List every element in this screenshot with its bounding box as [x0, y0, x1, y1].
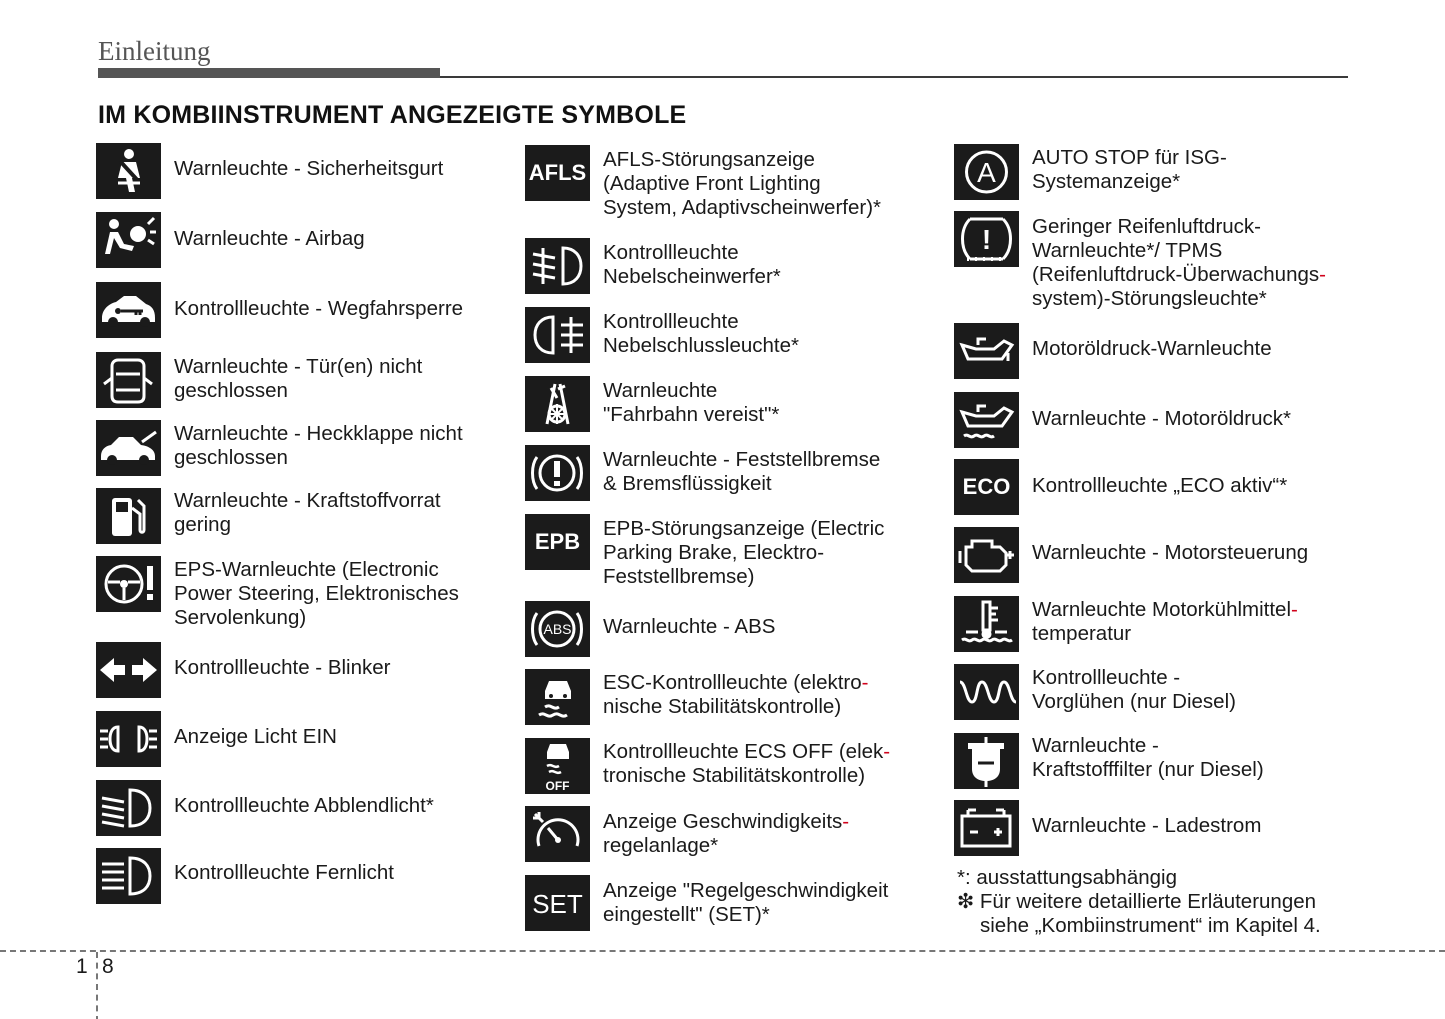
symbol-description: [1032, 146, 1227, 194]
description-line: Kontrollleuchte - Blinker: [174, 656, 391, 679]
abs-icon: [525, 601, 590, 657]
description-line: Warnleuchte - Feststellbremse: [603, 448, 881, 471]
description-line: Servolenkung): [174, 606, 307, 629]
svg-text:OFF: OFF: [545, 779, 570, 793]
reference-line-1: Für weitere detaillierte Erläuterungen: [979, 890, 1317, 913]
fuel-filter-icon: [954, 733, 1019, 789]
footnote-reference: [957, 890, 1321, 914]
symbol-description: [1032, 666, 1236, 714]
battery-charge-icon: [954, 800, 1019, 856]
description-line: EPS-Warnleuchte (Electronic: [174, 558, 439, 581]
svg-text:AFLS: AFLS: [528, 160, 587, 185]
symbol-description: [174, 861, 394, 885]
description-line: Warnleuchte - Ladestrom: [1032, 814, 1262, 837]
description-line: AFLS-Störungsanzeige: [603, 148, 815, 171]
description-line: Vorglühen (nur Diesel): [1032, 690, 1236, 713]
description-line: Anzeige Licht EIN: [174, 725, 337, 748]
oil-pressure-icon: [954, 323, 1019, 379]
description-line: Anzeige "Regelgeschwindigkeit: [603, 879, 889, 902]
auto-stop-icon: [954, 144, 1019, 200]
page-number: 8: [102, 955, 114, 978]
esc-off-icon: [525, 738, 590, 794]
symbol-description: [603, 879, 888, 927]
symbol-description: [174, 227, 365, 251]
front-fog-icon: [525, 238, 590, 294]
section-header: Einleitung: [98, 36, 211, 66]
description-line: (Reifenluftdruck-Überwachungs-: [1032, 263, 1326, 286]
description-line: Geringer Reifenluftdruck-: [1032, 215, 1262, 238]
description-line: Kontrollleuchte Abblendlicht*: [174, 794, 434, 817]
position-light-icon: [96, 711, 161, 767]
description-line: Warnleuchte - ABS: [603, 615, 776, 638]
glow-plug-icon: [954, 664, 1019, 720]
symbol-description: [1032, 474, 1287, 498]
reference-line-2: siehe „Kombiinstrument“ im Kapitel 4.: [980, 914, 1321, 937]
coolant-temp-icon: [954, 596, 1019, 652]
description-line: Warnleuchte: [603, 379, 718, 402]
epb-icon: [525, 514, 590, 570]
symbol-description: [174, 558, 459, 630]
symbol-description: [174, 422, 463, 470]
airbag-icon: [96, 212, 161, 268]
description-line: Warnleuchte - Heckklappe nicht: [174, 422, 463, 445]
symbol-description: [1032, 541, 1308, 565]
symbol-description: [603, 517, 884, 589]
afls-icon: [525, 145, 590, 201]
description-line: "Fahrbahn vereist"*: [603, 403, 780, 426]
tpms-icon: [954, 211, 1019, 267]
description-line: Parking Brake, Elecktro-: [603, 541, 825, 564]
engine-check-icon: [954, 527, 1019, 583]
immobilizer-icon: [96, 282, 161, 338]
description-line: (Adaptive Front Lighting: [603, 172, 821, 195]
description-line: Kraftstofffilter (nur Diesel): [1032, 758, 1264, 781]
svg-text:ABS: ABS: [543, 621, 572, 637]
reference-mark: ❇: [957, 890, 975, 913]
symbol-description: [1032, 337, 1272, 361]
rear-fog-icon: [525, 307, 590, 363]
footnote-asterisk: *: ausstattungsabhängig: [957, 866, 1177, 889]
symbol-description: [603, 671, 868, 719]
symbol-description: [174, 157, 443, 181]
symbol-description: [603, 448, 880, 496]
description-line: Feststellbremse): [603, 565, 755, 588]
description-line: Nebelscheinwerfer*: [603, 265, 781, 288]
description-line: System, Adaptivscheinwerfer)*: [603, 196, 882, 219]
symbol-description: [1032, 215, 1326, 311]
svg-text:EPB: EPB: [534, 529, 581, 554]
description-line: Kontrollleuchte „ECO aktiv“*: [1032, 474, 1288, 497]
door-open-icon: [96, 352, 161, 408]
description-line: system)-Störungsleuchte*: [1032, 287, 1267, 310]
description-line: geschlossen: [174, 379, 288, 402]
description-line: Kontrollleuchte - Wegfahrsperre: [174, 297, 464, 320]
description-line: Warnleuchte - Motoröldruck*: [1032, 407, 1292, 430]
page-title: IM KOMBIINSTRUMENT ANGEZEIGTE SYMBOLE: [98, 101, 687, 129]
description-line: geschlossen: [174, 446, 288, 469]
eco-icon: [954, 459, 1019, 515]
symbol-description: [174, 725, 337, 749]
high-beam-icon: [96, 848, 161, 904]
description-line: Kontrollleuchte Fernlicht: [174, 861, 394, 884]
description-line: Warnleuchte Motorkühlmittel-: [1032, 598, 1298, 621]
symbol-description: [1032, 407, 1291, 431]
esc-icon: [525, 669, 590, 725]
fuel-low-icon: [96, 488, 161, 544]
symbol-description: [174, 794, 434, 818]
description-line: Power Steering, Elektronisches: [174, 582, 459, 605]
description-line: Kontrollleuchte: [603, 241, 739, 264]
description-line: tronische Stabilitätskontrolle): [603, 764, 866, 787]
brake-warning-icon: [525, 445, 590, 501]
icy-road-icon: [525, 376, 590, 432]
trunk-open-icon: [96, 420, 161, 476]
footer-rule: [0, 950, 1445, 952]
description-line: Warnleuchte - Sicherheitsgurt: [174, 157, 444, 180]
symbol-description: [603, 148, 881, 220]
svg-text:ECO: ECO: [962, 474, 1011, 499]
symbol-description: [603, 615, 775, 639]
description-line: regelanlage*: [603, 834, 719, 857]
footnotes: [957, 866, 1321, 938]
symbol-description: [174, 489, 441, 537]
symbol-description: [174, 656, 391, 680]
symbol-description: [1032, 734, 1264, 782]
symbol-description: [603, 241, 781, 289]
description-line: eingestellt" (SET)*: [603, 903, 770, 926]
description-line: Warnleuchte - Airbag: [174, 227, 365, 250]
description-line: Nebelschlussleuchte*: [603, 334, 800, 357]
description-line: gering: [174, 513, 231, 536]
cruise-control-icon: [525, 806, 590, 862]
symbol-description: [603, 310, 799, 358]
description-line: & Bremsflüssigkeit: [603, 472, 772, 495]
header-rule-accent: [98, 68, 440, 78]
seatbelt-icon: [96, 143, 161, 199]
cruise-set-icon: [525, 875, 590, 931]
description-line: ESC-Kontrollleuchte (elektro-: [603, 671, 869, 694]
description-line: Systemanzeige*: [1032, 170, 1181, 193]
description-line: Kontrollleuchte: [603, 310, 739, 333]
description-line: AUTO STOP für ISG-: [1032, 146, 1227, 169]
symbol-description: [1032, 598, 1298, 646]
description-line: Warnleuchte - Kraftstoffvorrat: [174, 489, 441, 512]
symbol-description: [1032, 814, 1261, 838]
svg-text:SET: SET: [532, 889, 583, 919]
description-line: Warnleuchte*/ TPMS: [1032, 239, 1223, 262]
description-line: Warnleuchte - Tür(en) nicht: [174, 355, 423, 378]
low-beam-icon: [96, 780, 161, 836]
description-line: EPB-Störungsanzeige (Electric: [603, 517, 885, 540]
description-line: Anzeige Geschwindigkeits-: [603, 810, 850, 833]
description-line: Kontrollleuchte -: [1032, 666, 1181, 689]
eps-steering-icon: [96, 556, 161, 612]
description-line: Warnleuchte -: [1032, 734, 1159, 757]
turn-signal-icon: [96, 642, 161, 698]
symbol-description: [603, 810, 849, 858]
symbol-description: [174, 297, 463, 321]
chapter-number: 1: [76, 955, 88, 978]
symbol-description: [603, 379, 779, 427]
description-line: Warnleuchte - Motorsteuerung: [1032, 541, 1309, 564]
oil-level-icon: [954, 392, 1019, 448]
symbol-description: [603, 740, 890, 788]
description-line: Kontrollleuchte ECS OFF (elek-: [603, 740, 891, 763]
symbol-description: [174, 355, 422, 403]
description-line: Motoröldruck-Warnleuchte: [1032, 337, 1272, 360]
svg-text:!: !: [981, 224, 992, 255]
svg-text:A: A: [977, 157, 996, 188]
footer-divider: [96, 952, 98, 1019]
description-line: temperatur: [1032, 622, 1132, 645]
description-line: nische Stabilitätskontrolle): [603, 695, 842, 718]
